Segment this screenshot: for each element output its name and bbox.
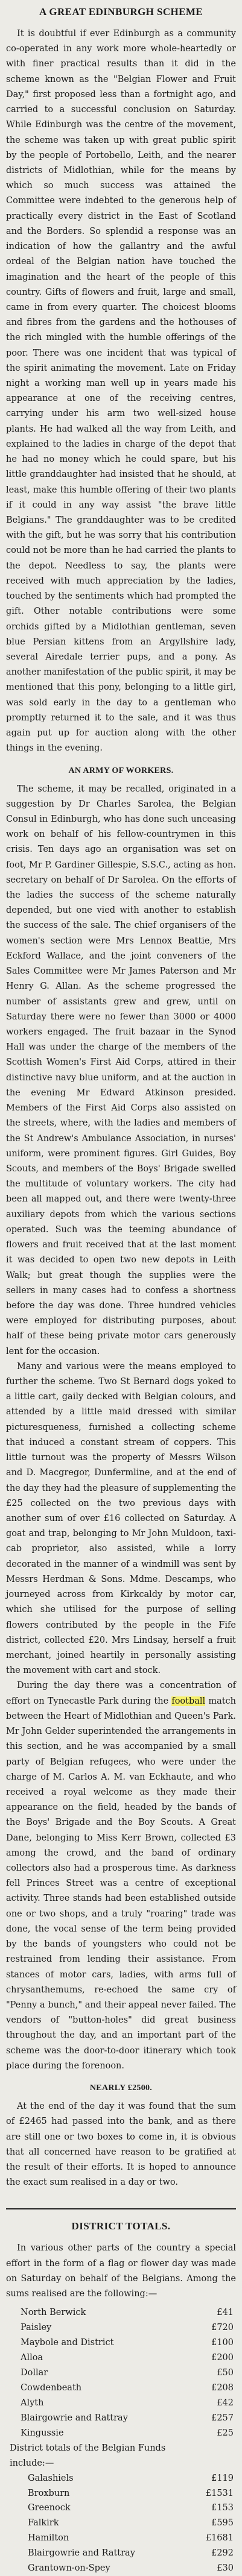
district-amount: £100: [211, 2338, 234, 2348]
district-name: Blairgowrie and Rattray: [21, 2413, 128, 2423]
district-row: [6, 2366, 236, 2381]
section-heading-nearly: NEARLY £2500.: [89, 2083, 153, 2093]
newspaper-clipping: [6, 6, 237, 2574]
district-amount: £153: [211, 2503, 234, 2513]
district-fund-row: [6, 2471, 236, 2486]
article-paragraph-football: During the day there was a concentration of effort on Tynecastle Park during the football match between the Heart of Midlothian and Queen's Park. Mr John Gelder superintended the arrangements in this section, and he was accompanied by a small party of Belgian refugees, who were under the charge of M. Carlos A. M. van Eckhaute, and who received a royal welcome as they made their appearance on the field, headed by the bands of the Boys' Brigade and the Boy Scouts. A Great Dane, belonging to Miss Kerr Brown, collected £3 among the crowd, and the band of ordinary collectors also had a prosperous time. As darkness fell Princes Street was a centre of exceptional activity. Three stands had been established outside one or two shops, and a truly "roaring" trade was done, the vocal sense of the term being provided by the bands of youngsters who could not be restrained from lending their assistance. From stances of motor cars, ladies, with arms full of chrysanthemums, re-echoed the same cry of "Penny a bunch," and their appeal never failed. The vendors of "button-holes" did great business throughout the day, and an important part of the scheme was the door-to-door itinerary which took place during the forenoon.: [6, 1681, 237, 2071]
district-name: Dollar: [21, 2368, 48, 2378]
district-amount: £119: [211, 2473, 234, 2483]
article-paragraph-intro: It is doubtful if ever Edinburgh as a community co-operated in any work more whole-heartedly or with finer practical results than it did in the scheme known as the "Belgian Flower and Fruit Day," first proposed less than a fortnight ago, and carried to a successful conclusion on Saturday. While Edinburgh was the centre of the movement, the scheme was taken up with great public spirit by the people of Portobello, Leith, and the nearer districts of Midlothian, while for the means by which so much success was attained the Committee were indebted to the generous help of practically every district in the East of Scotland and the Borders. So splendid a response was an indication of how the gallantry and the awful ordeal of the Belgian nation have touched the imagination and the heart of the people of this country. Gifts of flowers and fruit, large and small, came in from every quarter. The choicest blooms and fibres from the gardens and the hothouses of the rich mingled with the humble offerings of the poor. There was one incident that was typical of the spirit animating the movement. Late on Friday night a working man well up in years made his appearance at one of the receiving centres, carrying under his arm two well-sized house plants. He had walked all the way from Leith, and explained to the ladies in charge of the depot that he had no money which he could spare, but his little granddaughter had insisted that he should, at least, make this humble offering of their two plants if it could in any way assist "the brave little Belgians." The granddaughter was to be credited with the gift, but he was sorry that his contribution could not be more than he had carried the plants to the depot. Needless to say, the plants were received with much appreciation by the ladies, touched by the sentiments which had prompted the gift. Other notable contributions were some orchids gifted by a Midlothian gentleman, seven blue Persian kittens from an Argyllshire lady, several Airedale terrier pups, and a pony. As another manifestation of the public spirit, it may be mentioned that this pony, belonging to a little girl, was sold early in the day to a gentleman who promptly returned it to the sale, and it was thus again put up for auction along with the other things in the evening.: [6, 29, 236, 754]
district-amount: £720: [211, 2323, 234, 2333]
district-name: Kingussie: [21, 2428, 64, 2438]
district-row: [6, 2335, 236, 2351]
district-row: [6, 2351, 236, 2366]
district-name: Falkirk: [28, 2518, 59, 2528]
district-amount: £25: [217, 2428, 234, 2438]
district-totals-intro: In various other parts of the country a special effort in the form of a flag or flower day was made on Saturday on behalf of the Belgians. Among the sums realised are the following:—: [6, 2243, 236, 2299]
district-fund-row: [6, 2516, 236, 2531]
district-name: Maybole and District: [21, 2338, 114, 2348]
district-fund-row: [6, 2561, 236, 2576]
district-amount: £50: [217, 2368, 234, 2378]
district-row: [6, 2320, 236, 2335]
district-fund-row: [6, 2501, 236, 2516]
district-amount: £257: [211, 2413, 234, 2423]
district-totals-table: [6, 2305, 236, 2576]
district-name: Broxburn: [28, 2488, 70, 2498]
district-name: Blairgowrie and Rattray: [28, 2548, 135, 2559]
article-paragraph-means: Many and various were the means employed to further the scheme. Two St Bernard dogs yoked to a little cart, gaily decked with Belgian colours, and attended by a little maid dressed with similar picturesqueness, furnished a collecting scheme that induced a constant stream of coppers. This little turnout was the property of Messrs Wilson and D. Macgregor, Dunfermline, and at the end of the day they had the pleasure of supplementing the £25 collected on the two previous days with another sum of over £16 collected on Saturday. A goat and trap, belonging to Mr John Muldoon, taxi-cab proprietor, also assisted, while a lorry decorated in the manner of a windmill was sent by Messrs Herdman & Sons. Mdme. Descamps, who journeyed across from Kirkcaldy by motor car, which she utilised for the purpose of selling flowers contributed by the people in the Fife district, collected £20. Mrs Lindsay, herself a fruit merchant, joined heartily in personally assisting the movement with cart and stock.: [6, 1361, 236, 1676]
district-amount: £30: [217, 2563, 234, 2574]
district-totals-title: DISTRICT TOTALS.: [71, 2220, 171, 2232]
district-name: Grantown-on-Spey: [28, 2563, 110, 2574]
district-name: Galashiels: [28, 2473, 74, 2483]
district-row: [6, 2396, 236, 2411]
article-paragraph-result: At the end of the day it was found that the sum of £2465 had passed into the bank, and as there are still one or two boxes to come in, it is obvious that all concerned have reason to be gratified at the result of their efforts. It is hoped to announce the exact sum realised in a day or two.: [6, 2102, 236, 2188]
district-amount: £208: [211, 2382, 234, 2393]
section-heading-army: AN ARMY OF WORKERS.: [68, 766, 174, 775]
district-name: Hamilton: [28, 2533, 69, 2543]
district-amount: £595: [211, 2518, 234, 2528]
section-divider: [6, 2208, 236, 2209]
district-fund-row: [6, 2531, 236, 2546]
district-name: Alyth: [21, 2398, 44, 2408]
district-name: Cowdenbeath: [21, 2382, 82, 2393]
district-fund-row: [6, 2546, 236, 2561]
district-name: Paisley: [21, 2323, 52, 2333]
highlighted-word: football: [171, 1696, 206, 1706]
district-row: [6, 2411, 236, 2426]
district-name: Greenock: [28, 2503, 71, 2513]
district-row: [6, 2305, 236, 2320]
district-amount: [197, 2441, 236, 2471]
district-name: District totals of the Belgian Funds include:—: [10, 2443, 166, 2468]
district-amount: £292: [211, 2548, 234, 2559]
district-group-label: [6, 2441, 236, 2471]
district-amount: £41: [217, 2308, 234, 2318]
district-row: [6, 2381, 236, 2396]
district-fund-row: [6, 2486, 236, 2501]
district-name: Alloa: [21, 2353, 43, 2363]
district-name: North Berwick: [21, 2308, 86, 2318]
district-amount: £42: [217, 2398, 234, 2408]
district-amount: £1531: [205, 2488, 234, 2498]
article-paragraph-army: The scheme, it may be recalled, originated in a suggestion by Dr Charles Sarolea, the Belgian Consul in Edinburgh, who has done such unceasing work on behalf of his fellow-countrymen in this crisis. Ten days ago an organisation was set on foot, Mr P. Gardiner Gillespie, S.S.C., acting as hon. secretary on behalf of Dr Sarolea. On the efforts of the ladies the success of the scheme naturally depended, but one vied with another to establish the success of the sale. The chief organisers of the women's section were Mrs Lennox Beattie, Mrs Eckford Wallace, and the joint conveners of the Sales Committee were Mr James Paterson and Mr Henry G. Allan. As the scheme progressed the number of assistants grew and grew, until on Saturday there were no fewer than 3000 or 4000 workers engaged. The fruit bazaar in the Synod Hall was under the charge of the members of the Scottish Women's First Aid Corps, attired in their distinctive navy blue uniform, and at the auction in the evening Mr Edward Atkinson presided. Members of the First Aid Corps also assisted on the streets, where, with the ladies and members of the St Andrew's Ambulance Association, in nurses' uniform, were prominent figures. Girl Guides, Boy Scouts, and members of the Boys' Brigade swelled the multitude of voluntary workers. The city had been all mapped out, and there were twenty-three auxiliary depots from which the various sections operated. Such was the teeming abundance of flowers and fruit received that at the last moment it was decided to open two new depots in Leith Walk; but great though the supplies were the sellers in many cases had to confess a shortness before the day was done. Three hundred vehicles were employed for distributing purposes, about half of these being private motor cars generously lent for the occasion.: [6, 784, 236, 1356]
district-amount: £200: [211, 2353, 234, 2363]
article-title: A GREAT EDINBURGH SCHEME: [39, 6, 203, 17]
district-amount: £1681: [205, 2533, 234, 2543]
district-row: [6, 2426, 236, 2441]
